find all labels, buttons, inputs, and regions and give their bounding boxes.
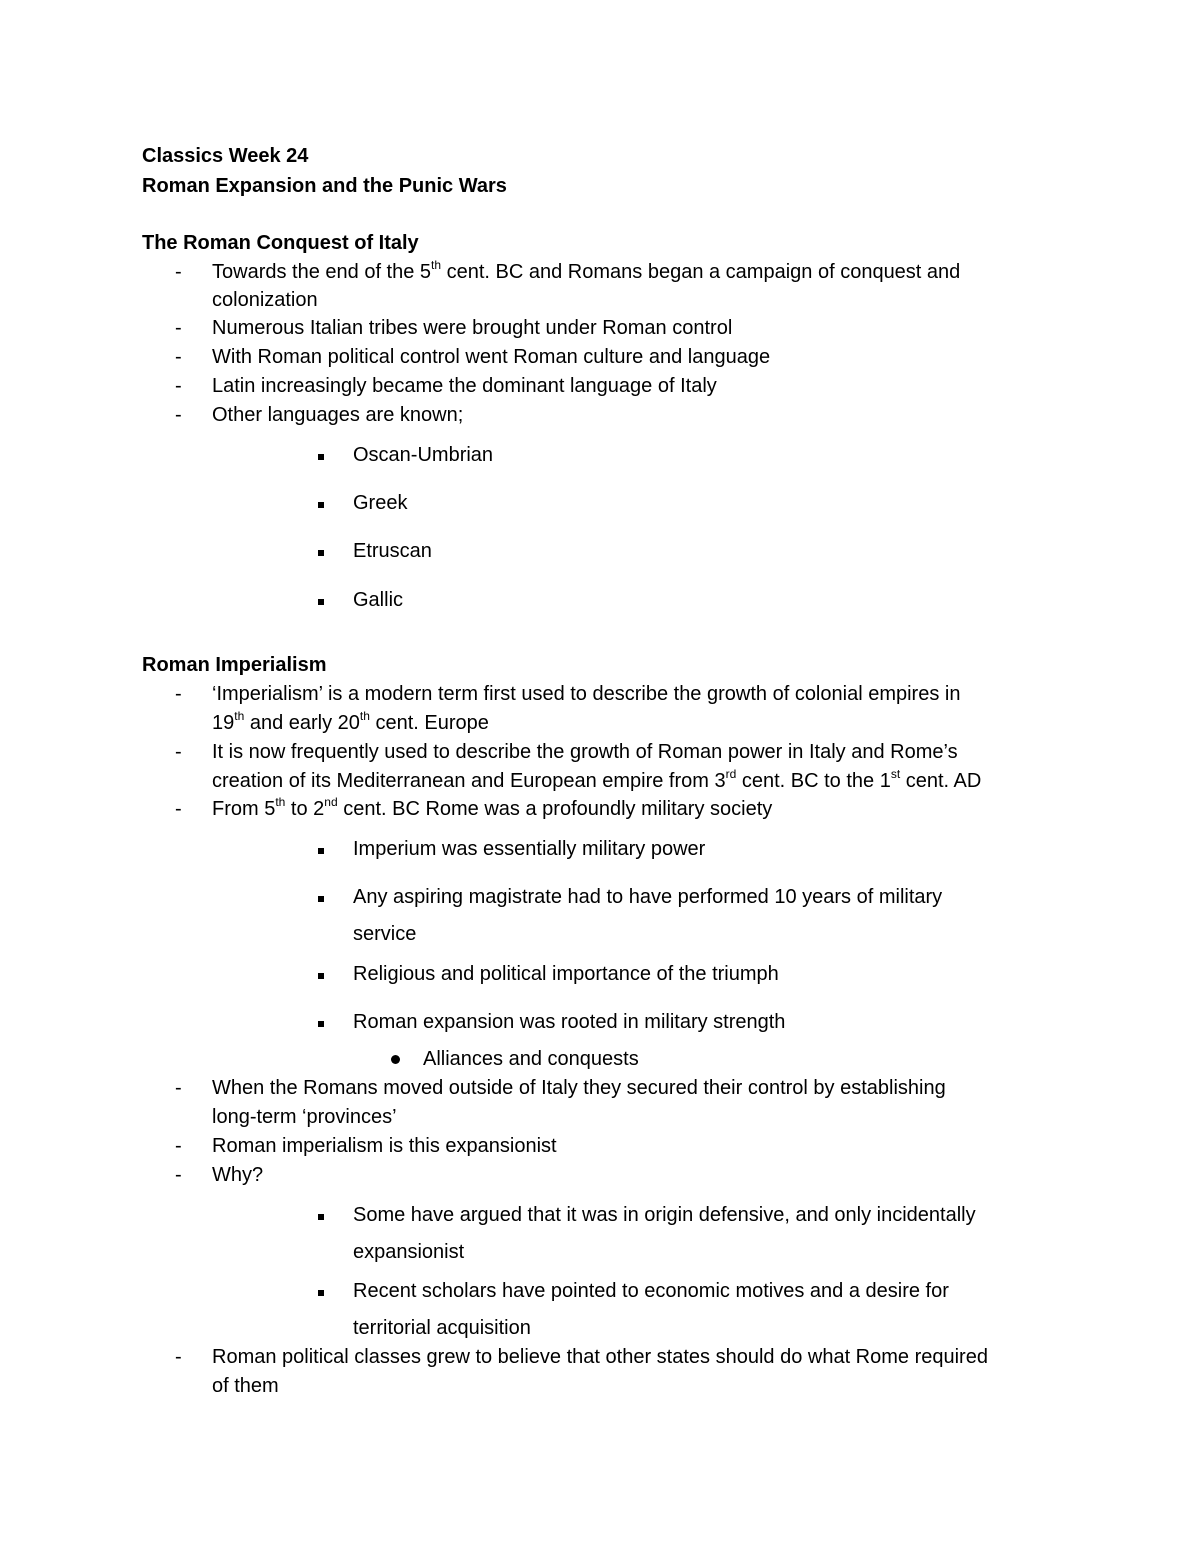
- square-bullet: [318, 1021, 324, 1027]
- section-heading-imperialism: Roman Imperialism: [142, 654, 327, 676]
- list-item-continuation: 19th and early 20th cent. Europe: [212, 709, 489, 734]
- dash-bullet: -: [175, 1164, 182, 1186]
- dash-bullet: -: [175, 1135, 182, 1157]
- section-heading-conquest: The Roman Conquest of Italy: [142, 232, 419, 254]
- list-item: From 5th to 2nd cent. BC Rome was a profoundly military society: [212, 795, 773, 820]
- language-item: Gallic: [353, 589, 404, 611]
- square-bullet: [318, 896, 324, 902]
- list-item-continuation: colonization: [212, 289, 318, 311]
- sub-list-item: Roman expansion was rooted in military strength: [353, 1011, 786, 1033]
- document-title: Classics Week 24: [142, 145, 309, 167]
- list-item: Roman political classes grew to believe that other states should do what Rome required: [212, 1346, 988, 1368]
- dash-bullet: -: [175, 683, 182, 705]
- dash-bullet: -: [175, 346, 182, 368]
- document-subtitle: Roman Expansion and the Punic Wars: [142, 175, 507, 197]
- dash-bullet: -: [175, 317, 182, 339]
- list-item: When the Romans moved outside of Italy they secured their control by establishing: [212, 1077, 946, 1099]
- dash-bullet: -: [175, 404, 182, 426]
- sub-list-item-continuation: service: [353, 923, 417, 945]
- language-item: Etruscan: [353, 540, 432, 562]
- square-bullet: [318, 454, 324, 460]
- sub-list-item: Recent scholars have pointed to economic motives and a desire for: [353, 1280, 949, 1302]
- list-item-continuation: of them: [212, 1375, 279, 1397]
- sub-list-item-continuation: expansionist: [353, 1241, 465, 1263]
- dash-bullet: -: [175, 741, 182, 763]
- list-item-continuation: creation of its Mediterranean and European empire from 3rd cent. BC to the 1st cent. AD: [212, 767, 982, 792]
- dash-bullet: -: [175, 798, 182, 820]
- dash-bullet: -: [175, 261, 182, 283]
- list-item: Other languages are known;: [212, 404, 464, 426]
- list-item: Numerous Italian tribes were brought under Roman control: [212, 317, 733, 339]
- square-bullet: [318, 1290, 324, 1296]
- square-bullet: [318, 599, 324, 605]
- language-item: Greek: [353, 492, 408, 514]
- square-bullet: [318, 973, 324, 979]
- sub-list-item: Some have argued that it was in origin defensive, and only incidentally: [353, 1204, 976, 1226]
- square-bullet: [318, 550, 324, 556]
- round-bullet: [391, 1055, 400, 1064]
- list-item: Latin increasingly became the dominant language of Italy: [212, 375, 717, 397]
- list-item: ‘Imperialism’ is a modern term first used to describe the growth of colonial empires in: [212, 683, 961, 705]
- language-item: Oscan-Umbrian: [353, 444, 494, 466]
- list-item: It is now frequently used to describe the growth of Roman power in Italy and Rome’s: [212, 741, 958, 763]
- list-item: Towards the end of the 5th cent. BC and Romans began a campaign of conquest and: [212, 258, 961, 283]
- list-item: Why?: [212, 1164, 264, 1186]
- sub-list-item: Any aspiring magistrate had to have performed 10 years of military: [353, 886, 943, 908]
- sub-list-item-continuation: territorial acquisition: [353, 1317, 531, 1339]
- sub-sub-list-item: Alliances and conquests: [423, 1048, 639, 1070]
- sub-list-item: Imperium was essentially military power: [353, 838, 706, 860]
- sub-list-item: Religious and political importance of the triumph: [353, 963, 779, 985]
- square-bullet: [318, 1214, 324, 1220]
- dash-bullet: -: [175, 1077, 182, 1099]
- square-bullet: [318, 502, 324, 508]
- list-item: With Roman political control went Roman culture and language: [212, 346, 771, 368]
- dash-bullet: -: [175, 1346, 182, 1368]
- dash-bullet: -: [175, 375, 182, 397]
- list-item-continuation: long-term ‘provinces’: [212, 1106, 397, 1128]
- list-item: Roman imperialism is this expansionist: [212, 1135, 557, 1157]
- square-bullet: [318, 848, 324, 854]
